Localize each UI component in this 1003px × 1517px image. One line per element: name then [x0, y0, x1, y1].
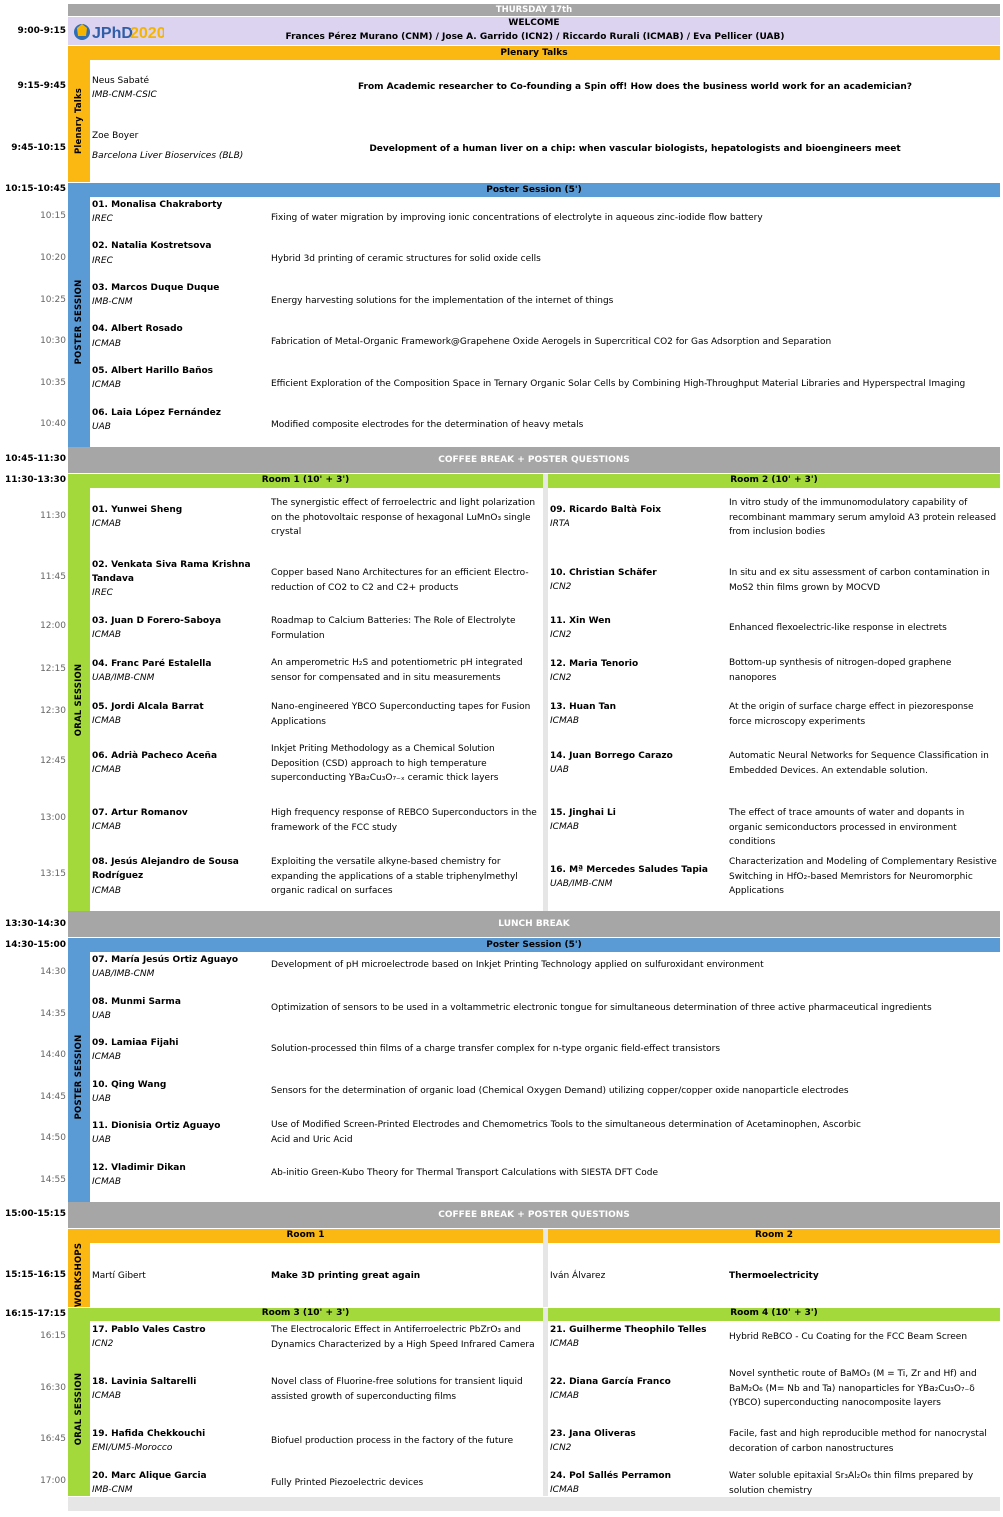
talk-title: Hybrid ReBCO - Cu Coating for the FCC Beam Screen [729, 1332, 968, 1342]
presenter-name: 06. Laia López Fernández [92, 408, 222, 418]
presenter-affil: ICMAB [92, 822, 122, 832]
talk-title: Energy harvesting solutions for the implementation of the internet of things [271, 296, 614, 306]
oral2-side-label: ORAL SESSION [74, 1372, 84, 1445]
presenter-affil: ICMAB [92, 1177, 122, 1187]
oral1-side-label: ORAL SESSION [74, 663, 84, 736]
room2-label: Room 2 (10' + 3') [730, 475, 818, 485]
talk-title: Optimization of sensors to be used in a voltammetric electronic tongue for simultaneous determination of three active pharmaceutical ingredients [271, 1003, 932, 1013]
workshops-side-bar [68, 1243, 90, 1307]
talk-title: Automatic Neural Networks for Sequence Classification in Embedded Devices. An extendable solution. [729, 751, 989, 776]
slot-time: 16:15 [40, 1331, 66, 1341]
presenter-name: 08. Jesús Alejandro de Sousa Rodríguez [92, 857, 239, 881]
room-divider-2 [543, 1308, 548, 1496]
talk-title: Biofuel production process in the factory of the future [271, 1436, 514, 1446]
plenary-side-label: Plenary Talks [74, 87, 84, 155]
presenter-affil: UAB/IMB-CNM [92, 969, 155, 979]
plenary-affil-1: IMB-CNM-CSIC [92, 90, 157, 100]
poster1-time: 10:15-10:45 [4, 184, 66, 194]
presenter-affil: IMB-CNM [92, 297, 133, 307]
presenter-name: 10. Qing Wang [92, 1080, 167, 1090]
presenter-affil: IREC [92, 256, 113, 266]
plenary-time-2: 9:45-10:15 [11, 143, 66, 153]
presenter-name: 12. Maria Tenorio [550, 659, 639, 669]
presenter-affil: UAB [92, 1094, 111, 1104]
talk-title: An amperometric H₂S and potentiometric pH integrated sensor for compensated and in situ measurements [271, 658, 523, 683]
talk-title: Novel class of Fluorine-free solutions for transient liquid assisted growth of superconducting films [271, 1377, 523, 1402]
presenter-affil: ICMAB [550, 1339, 580, 1349]
talk-title: Ab-initio Green-Kubo Theory for Thermal Transport Calculations with SIESTA DFT Code [271, 1168, 658, 1178]
slot-time: 14:30 [40, 967, 66, 977]
talk-title: Efficient Exploration of the Composition Space in Ternary Organic Solar Cells by Combining High-Throughput Material Libraries and Hyperspectral Imaging [271, 379, 966, 389]
presenter-name: 19. Hafida Chekkouchi [92, 1429, 206, 1439]
presenter-affil: ICMAB [92, 339, 122, 349]
presenter-name: 05. Jordi Alcala Barrat [92, 702, 204, 712]
workshop-speaker-2: Iván Álvarez [550, 1271, 606, 1281]
presenter-affil: ICMAB [92, 380, 122, 390]
talk-title: Facile, fast and high reproducible method for nanocrystal decoration of carbon nanostructures [729, 1429, 987, 1454]
presenter-affil: UAB [550, 765, 569, 775]
slot-time: 12:15 [40, 664, 66, 674]
slot-time: 11:30 [40, 511, 66, 521]
talk-title: Sensors for the determination of organic load (Chemical Oxygen Demand) utilizing copper/copper oxide nanoparticle electrodes [271, 1086, 849, 1096]
coffee2-time: 15:00-15:15 [4, 1209, 66, 1219]
presenter-affil: ICMAB [550, 1391, 580, 1401]
presenter-affil: ICN2 [550, 673, 572, 683]
talk-title: Use of Modified Screen-Printed Electrodes and Chemometrics Tools to the simultaneous determination of Acetaminophen, Ascorbic Acid and Uric Acid [271, 1120, 861, 1145]
presenter-affil: ICN2 [550, 630, 572, 640]
talk-title: Copper based Nano Architectures for an efficient Electro-reduction of CO2 to C2 and C2+ products [271, 568, 529, 593]
talk-title: Water soluble epitaxial Sr₃Al₂O₆ thin films prepared by solution chemistry [729, 1471, 974, 1496]
presenter-name: 03. Juan D Forero-Saboya [92, 616, 222, 626]
presenter-affil: UAB [92, 422, 111, 432]
presenter-name: 07. Artur Romanov [92, 808, 188, 818]
presenter-name: 20. Marc Alique Garcia [92, 1471, 207, 1481]
presenter-name: 11. Xin Wen [550, 616, 611, 626]
presenter-name: 15. Jinghai Li [550, 808, 616, 818]
talk-title: High frequency response of REBCO Superconductors in the framework of the FCC study [271, 808, 537, 833]
presenter-affil: ICMAB [92, 519, 122, 529]
presenter-name: 18. Lavinia Saltarelli [92, 1377, 197, 1387]
presenter-name: 04. Albert Rosado [92, 324, 183, 334]
lunch-bar: LUNCH BREAK [68, 911, 1000, 937]
oral2-time: 16:15-17:15 [4, 1309, 66, 1319]
lunch-time: 13:30-14:30 [4, 919, 66, 929]
slot-time: 17:00 [40, 1476, 66, 1486]
presenter-affil: EMI/UM5-Morocco [92, 1443, 173, 1453]
slot-time: 14:40 [40, 1050, 66, 1060]
presenter-name: 12. Vladimir Dikan [92, 1163, 186, 1173]
workshop-title-2: Thermoelectricity [729, 1271, 819, 1281]
poster2-side-bar [68, 952, 90, 1202]
welcome-title: WELCOME [508, 18, 560, 28]
room4-label: Room 4 (10' + 3') [730, 1308, 818, 1318]
talk-title: Modified composite electrodes for the determination of heavy metals [271, 420, 584, 430]
slot-time: 14:55 [40, 1175, 66, 1185]
slot-time: 10:15 [40, 211, 66, 221]
plenary-title-2: Development of a human liver on a chip: when vascular biologists, hepatologists and bioengineers meet [369, 144, 901, 154]
presenter-name: 07. María Jesús Ortiz Aguayo [92, 955, 239, 965]
talk-title: The effect of trace amounts of water and dopants in organic semiconductors processed in environment conditions [729, 808, 965, 847]
slot-time: 14:45 [40, 1092, 66, 1102]
workshops-time: 15:15-16:15 [4, 1270, 66, 1280]
presenter-name: 16. Mª Mercedes Saludes Tapia [550, 865, 708, 875]
poster2-side-label: POSTER SESSION [74, 1034, 84, 1120]
talk-title: Hybrid 3d printing of ceramic structures for solid oxide cells [271, 254, 541, 264]
room-divider [543, 474, 548, 911]
talk-title: In situ and ex situ assessment of carbon contamination in MoS2 thin films grown by MOCVD [729, 568, 990, 593]
ws-room1-label: Room 1 [286, 1230, 325, 1240]
presenter-name: 21. Guilherme Theophilo Telles [550, 1325, 707, 1335]
plenary-side-bar [68, 60, 90, 182]
presenter-affil: ICMAB [92, 1052, 122, 1062]
slot-time: 16:45 [40, 1434, 66, 1444]
coffee2-bar: COFFEE BREAK + POSTER QUESTIONS [68, 1202, 1000, 1228]
presenter-name: 23. Jana Oliveras [550, 1429, 636, 1439]
welcome-time: 9:00-9:15 [17, 26, 66, 36]
coffee1-time: 10:45-11:30 [4, 454, 66, 464]
slot-time: 11:45 [40, 572, 66, 582]
ws-room2-label: Room 2 [754, 1230, 794, 1240]
slot-time: 12:45 [40, 756, 66, 766]
poster2-time: 14:30-15:00 [4, 940, 66, 950]
poster1-side-bar [68, 197, 90, 447]
presenter-name: 17. Pablo Vales Castro [92, 1325, 206, 1335]
workshops-side-label: WORKSHOPS [74, 1242, 84, 1308]
presenter-name: 06. Adrià Pacheco Aceña [92, 751, 218, 761]
presenter-name: 13. Huan Tan [550, 702, 617, 712]
slot-time: 14:50 [40, 1133, 66, 1143]
presenter-affil: UAB/IMB-CNM [92, 673, 155, 683]
slot-time: 13:15 [40, 869, 66, 879]
talk-title: Fixing of water migration by improving ionic concentrations of electrolyte in aqueous zinc-iodide flow battery [271, 213, 763, 223]
talk-title: At the origin of surface charge effect in piezoresponse force microscopy experiments [729, 702, 974, 727]
talk-title: Development of pH microelectrode based on Inkjet Printing Technology applied on sulfuroxidant environment [271, 960, 764, 970]
coffee1-bar: COFFEE BREAK + POSTER QUESTIONS [68, 447, 1000, 473]
talk-title: Characterization and Modeling of Complementary Resistive Switching in HfO₂-based Memristors for Neuromorphic Applications [729, 857, 997, 896]
talk-title: In vitro study of the immunomodulatory capability of recombinant mammary serum amyloid A3 protein released from inclusion bodies [729, 498, 997, 537]
presenter-affil: ICMAB [550, 716, 580, 726]
day-header: THURSDAY 17th [68, 4, 1000, 16]
room3-label: Room 3 (10' + 3') [261, 1308, 350, 1318]
logo-text-part: JPhD [92, 25, 133, 42]
presenter-name: 24. Pol Sallés Perramon [550, 1471, 672, 1481]
slot-time: 12:30 [40, 706, 66, 716]
oral1-time: 11:30-13:30 [4, 475, 66, 485]
presenter-name: 11. Dionisia Ortiz Aguayo [92, 1121, 221, 1131]
poster2-header: Poster Session (5') [68, 938, 1000, 952]
presenter-affil: ICMAB [92, 630, 122, 640]
presenter-name: 10. Christian Schäfer [550, 568, 657, 578]
slot-time: 10:40 [40, 419, 66, 429]
talk-title: Exploiting the versatile alkyne-based chemistry for expanding the applications of a stable triphenylmethyl organic radical on surfaces [271, 857, 518, 896]
presenter-affil: ICN2 [550, 1443, 572, 1453]
slot-time: 10:25 [40, 295, 66, 305]
presenter-name: 05. Albert Harillo Baños [92, 366, 214, 376]
presenter-name: 14. Juan Borrego Carazo [550, 751, 673, 761]
presenter-affil: ICMAB [550, 1485, 580, 1495]
oral2-side-bar [68, 1321, 90, 1496]
presenter-affil: ICMAB [92, 765, 122, 775]
plenary-speaker-2: Zoe Boyer [92, 131, 139, 141]
slot-time: 13:00 [40, 813, 66, 823]
presenter-affil: ICMAB [92, 1391, 122, 1401]
poster1-side-label: POSTER SESSION [74, 279, 84, 365]
workshop-title-1: Make 3D printing great again [271, 1271, 421, 1281]
presenter-name: 08. Munmi Sarma [92, 997, 181, 1007]
presenter-name: 09. Lamiaa Fijahi [92, 1038, 179, 1048]
presenter-affil: UAB [92, 1135, 111, 1145]
slot-time: 10:35 [40, 378, 66, 388]
talk-title: Bottom-up synthesis of nitrogen-doped graphene nanopores [729, 658, 952, 683]
plenary-speaker-1: Neus Sabaté [92, 76, 150, 86]
talk-title: Novel synthetic route of BaMO₃ (M = Ti, Zr and Hf) and BaM₂O₆ (M= Nb and Ta) nanoparticles for YBa₂Cu₃O₇₋δ (YBCO) superconducting nanocomposite layers [729, 1369, 977, 1408]
talk-title: Roadmap to Calcium Batteries: The Role of Electrolyte Formulation [271, 616, 516, 641]
poster1-header: Poster Session (5') [68, 183, 1000, 197]
presenter-affil: IREC [92, 588, 113, 598]
plenary-header: Plenary Talks [68, 46, 1000, 60]
presenter-affil: ICN2 [92, 1339, 114, 1349]
presenter-name: 03. Marcos Duque Duque [92, 283, 220, 293]
presenter-affil: IRTA [550, 519, 570, 529]
oral1-side-bar [68, 488, 90, 911]
slot-time: 10:30 [40, 336, 66, 346]
presenter-affil: ICMAB [92, 886, 122, 896]
presenter-name: 22. Diana García Franco [550, 1377, 671, 1387]
ws-divider [543, 1229, 548, 1307]
plenary-time-1: 9:15-9:45 [17, 81, 66, 91]
talk-title: Fabrication of Metal-Organic Framework@Grapehene Oxide Aerogels in Supercritical CO2 for Gas Adsorption and Separation [271, 337, 832, 347]
presenter-affil: ICN2 [550, 582, 572, 592]
plenary-title-1: From Academic researcher to Co-founding a Spin off! How does the business world work for an academician? [357, 82, 913, 92]
talk-title: Solution-processed thin films of a charge transfer complex for n-type organic field-effect transistors [271, 1044, 721, 1054]
presenter-affil: UAB [92, 1011, 111, 1021]
talk-title: Enhanced flexoelectric-like response in electrets [729, 623, 947, 633]
slot-time: 10:20 [40, 253, 66, 263]
presenter-affil: IMB-CNM [92, 1485, 133, 1495]
welcome-people: Frances Pérez Murano (CNM) / Jose A. Garrido (ICN2) / Riccardo Rurali (ICMAB) / Eva Pellicer (UAB) [285, 32, 785, 42]
presenter-name: 04. Franc Paré Estalella [92, 659, 212, 669]
slot-time: 16:30 [40, 1383, 66, 1393]
room1-label: Room 1 (10' + 3') [261, 475, 350, 485]
workshop-speaker-1: Martí Gibert [92, 1271, 146, 1281]
presenter-affil: UAB/IMB-CNM [550, 879, 613, 889]
presenter-name: 01. Yunwei Sheng [92, 505, 183, 515]
talk-title: The synergistic effect of ferroelectric and light polarization on the photovoltaic response of hexagonal LuMnO₃ single crystal [271, 498, 536, 537]
presenter-affil: ICMAB [92, 716, 122, 726]
slot-time: 14:35 [40, 1009, 66, 1019]
footer-strip [68, 1497, 1000, 1511]
slot-time: 12:00 [40, 621, 66, 631]
presenter-name: 02. Natalia Kostretsova [92, 241, 212, 251]
presenter-name: 09. Ricardo Baltà Foix [550, 505, 662, 515]
presenter-name: 02. Venkata Siva Rama Krishna Tandava [92, 560, 251, 584]
logo-year-part: 2020 [130, 25, 164, 42]
talk-title: The Electrocaloric Effect in Antiferroelectric PbZrO₃ and Dynamics Characterized by a High Speed Infrared Camera [271, 1325, 535, 1350]
plenary-affil-2: Barcelona Liver Bioservices (BLB) [92, 151, 244, 161]
talk-title: Nano-engineered YBCO Superconducting tapes for Fusion Applications [271, 702, 531, 727]
talk-title: Inkjet Priting Methodology as a Chemical Solution Deposition (CSD) approach to high temperature superconducting YBa₂Cu₃O₇₋ₓ ceramic thick layers [271, 744, 499, 783]
talk-title: Fully Printed Piezoelectric devices [271, 1478, 424, 1488]
presenter-name: 01. Monalisa Chakraborty [92, 200, 223, 210]
presenter-affil: ICMAB [550, 822, 580, 832]
presenter-affil: IREC [92, 214, 113, 224]
